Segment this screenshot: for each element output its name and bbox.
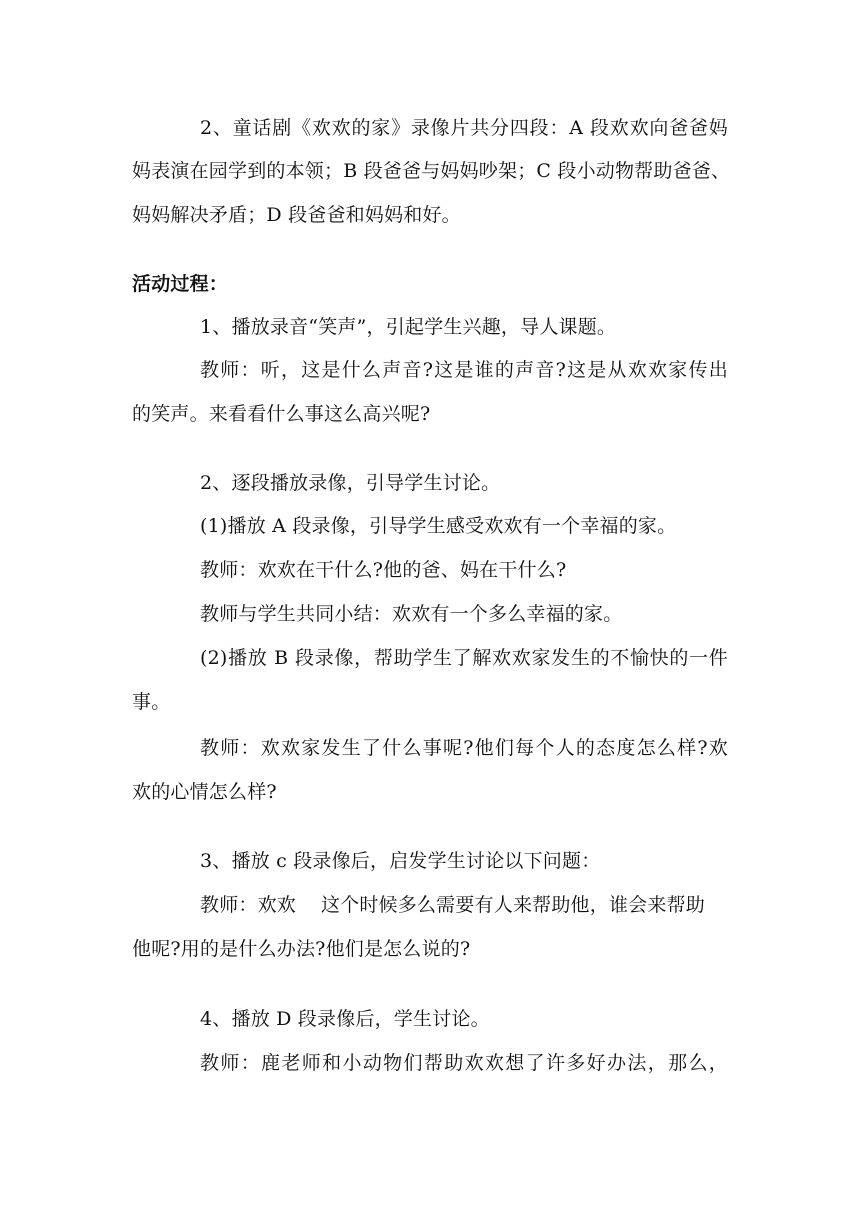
paragraph-11-line-1: 教师：欢欢 这个时候多么需要有人来帮助他，谁会来帮助 xyxy=(200,894,705,916)
paragraph-8-line-2: 事。 xyxy=(132,691,171,713)
paragraph-10: 3、播放 c 段录像后，启发学生讨论以下问题： xyxy=(200,850,601,872)
paragraph-3-line-1: 教师：听，这是什么声音?这是谁的声音?这是从欢欢家传出 xyxy=(200,359,728,381)
paragraph-5: (1)播放 A 段录像，引导学生感受欢欢有一个幸福的家。 xyxy=(200,515,677,537)
section-heading: 活动过程： xyxy=(132,273,229,295)
paragraph-9-line-1: 教师：欢欢家发生了什么事呢?他们每个人的态度怎么样?欢 xyxy=(200,737,728,759)
paragraph-1-line-2: 妈表演在园学到的本领；B 段爸爸与妈妈吵架；C 段小动物帮助爸爸、 xyxy=(132,160,731,182)
paragraph-9-line-2: 欢的心情怎么样? xyxy=(132,781,277,803)
paragraph-1-line-1: 2、童话剧《欢欢的家》录像片共分四段：A 段欢欢向爸爸妈 xyxy=(200,117,728,139)
paragraph-3-line-2: 的笑声。来看看什么事这么高兴呢? xyxy=(132,403,431,425)
paragraph-2: 1、播放录音“笑声”，引起学生兴趣，导人课题。 xyxy=(200,316,617,338)
paragraph-7: 教师与学生共同小结：欢欢有一个多么幸福的家。 xyxy=(200,603,623,625)
paragraph-1-line-3: 妈妈解决矛盾；D 段爸爸和妈妈和好。 xyxy=(132,204,461,226)
paragraph-4: 2、逐段播放录像，引导学生讨论。 xyxy=(200,472,501,494)
paragraph-6: 教师：欢欢在干什么?他的爸、妈在干什么? xyxy=(200,559,567,581)
paragraph-12: 4、播放 D 段录像后，学生讨论。 xyxy=(200,1008,490,1030)
paragraph-13: 教师：鹿老师和小动物们帮助欢欢想了许多好办法，那么， xyxy=(200,1052,728,1074)
paragraph-11-line-2: 他呢?用的是什么办法?他们是怎么说的? xyxy=(132,938,471,960)
paragraph-8-line-1: (2)播放 B 段录像，帮助学生了解欢欢家发生的不愉快的一件 xyxy=(200,647,728,669)
